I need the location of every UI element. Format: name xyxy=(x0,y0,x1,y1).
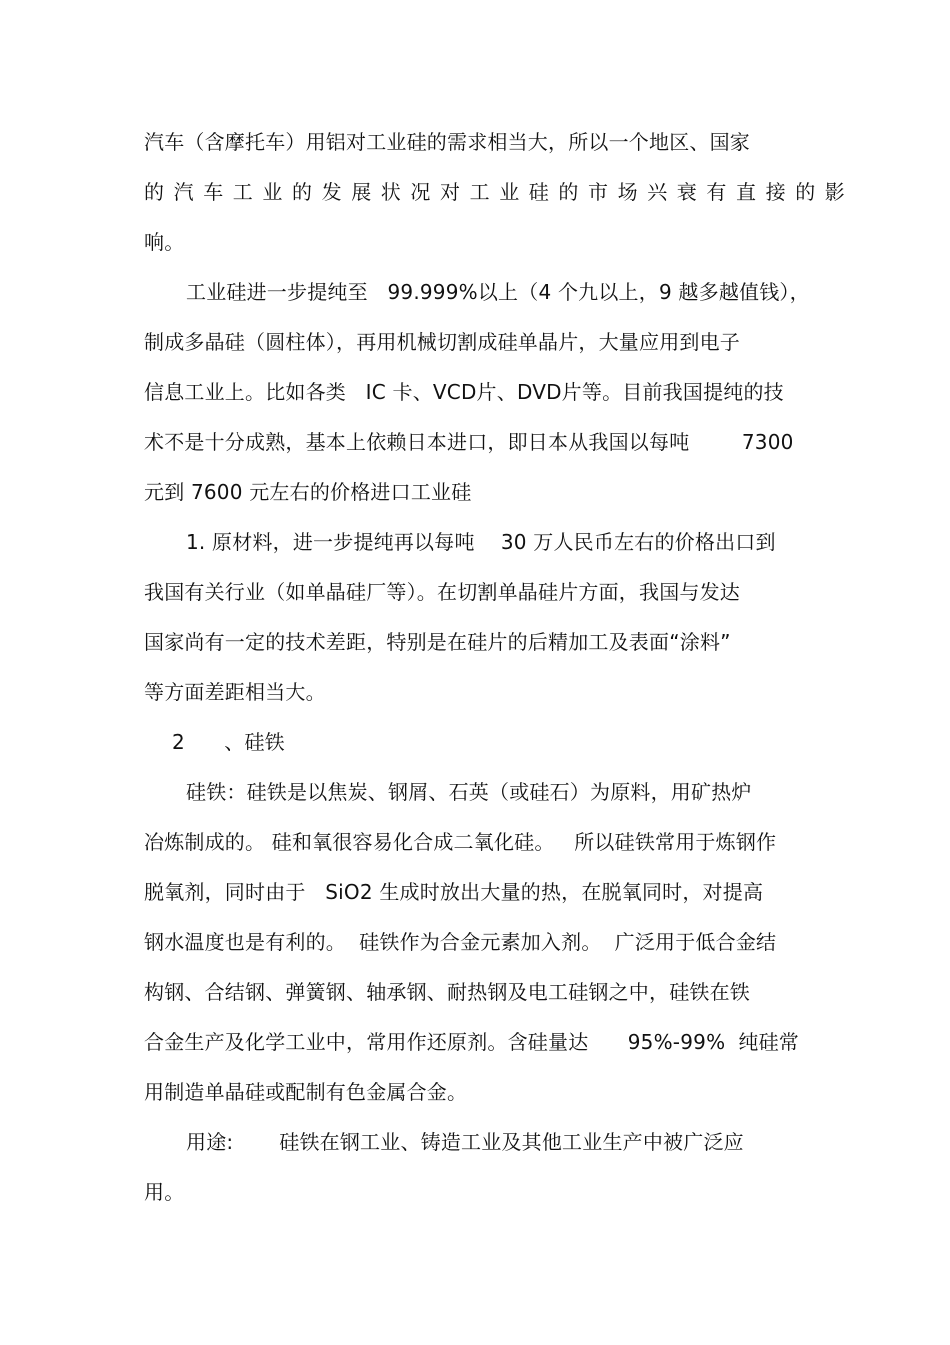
text-line: 钢水温度也是有利的。 硅铁作为合金元素加入剂。 广泛用于低合金结 xyxy=(144,930,777,954)
text-line: 元到 7600 元左右的价格进口工业硅 xyxy=(144,480,472,504)
text-line: 术不是十分成熟，基本上依赖日本进口，即日本从我国以每吨 7300 xyxy=(144,430,794,454)
text-line: 汽车（含摩托车）用铝对工业硅的需求相当大，所以一个地区、国家 xyxy=(144,130,750,154)
text-line: 用途: 硅铁在钢工业、铸造工业及其他工业生产中被广泛应 xyxy=(186,1130,744,1154)
text-line: 国家尚有一定的技术差距，特别是在硅片的后精加工及表面“涂料” xyxy=(144,630,731,654)
text-line: 构钢、合结钢、弹簧钢、轴承钢、耐热钢及电工硅钢之中，硅铁在铁 xyxy=(144,980,750,1004)
text-line: 的汽车工业的发展状况对工业硅的市场兴衰有直接的影 xyxy=(144,180,855,204)
text-line: 用。 xyxy=(144,1180,185,1204)
text-line: 信息工业上。比如各类 IC 卡、VCD片、DVD片等。目前我国提纯的技 xyxy=(144,380,784,404)
text-line: 制成多晶硅（圆柱体），再用机械切割成硅单晶片，大量应用到电子 xyxy=(144,330,740,354)
text-line: 冶炼制成的。 硅和氧很容易化合成二氧化硅。 所以硅铁常用于炼钢作 xyxy=(144,830,777,854)
text-line: 用制造单晶硅或配制有色金属合金。 xyxy=(144,1080,468,1104)
text-line: 硅铁：硅铁是以焦炭、钢屑、石英（或硅石）为原料，用矿热炉 xyxy=(186,780,752,804)
text-line: 合金生产及化学工业中，常用作还原剂。含硅量达 95%-99% 纯硅常 xyxy=(144,1030,799,1054)
text-line: 等方面差距相当大。 xyxy=(144,680,326,704)
text-line: 我国有关行业（如单晶硅厂等）。在切割单晶硅片方面，我国与发达 xyxy=(144,580,740,604)
text-line: 工业硅进一步提纯至 99.999%以上（4 个九以上，9 越多越值钱）， xyxy=(186,280,810,304)
text-line: 响。 xyxy=(144,230,185,254)
text-line: 脱氧剂，同时由于 SiO2 生成时放出大量的热，在脱氧同时，对提高 xyxy=(144,880,764,904)
text-line: 1. 原材料，进一步提纯再以每吨 30 万人民币左右的价格出口到 xyxy=(186,530,776,554)
section-heading: 2 、硅铁 xyxy=(172,730,285,754)
